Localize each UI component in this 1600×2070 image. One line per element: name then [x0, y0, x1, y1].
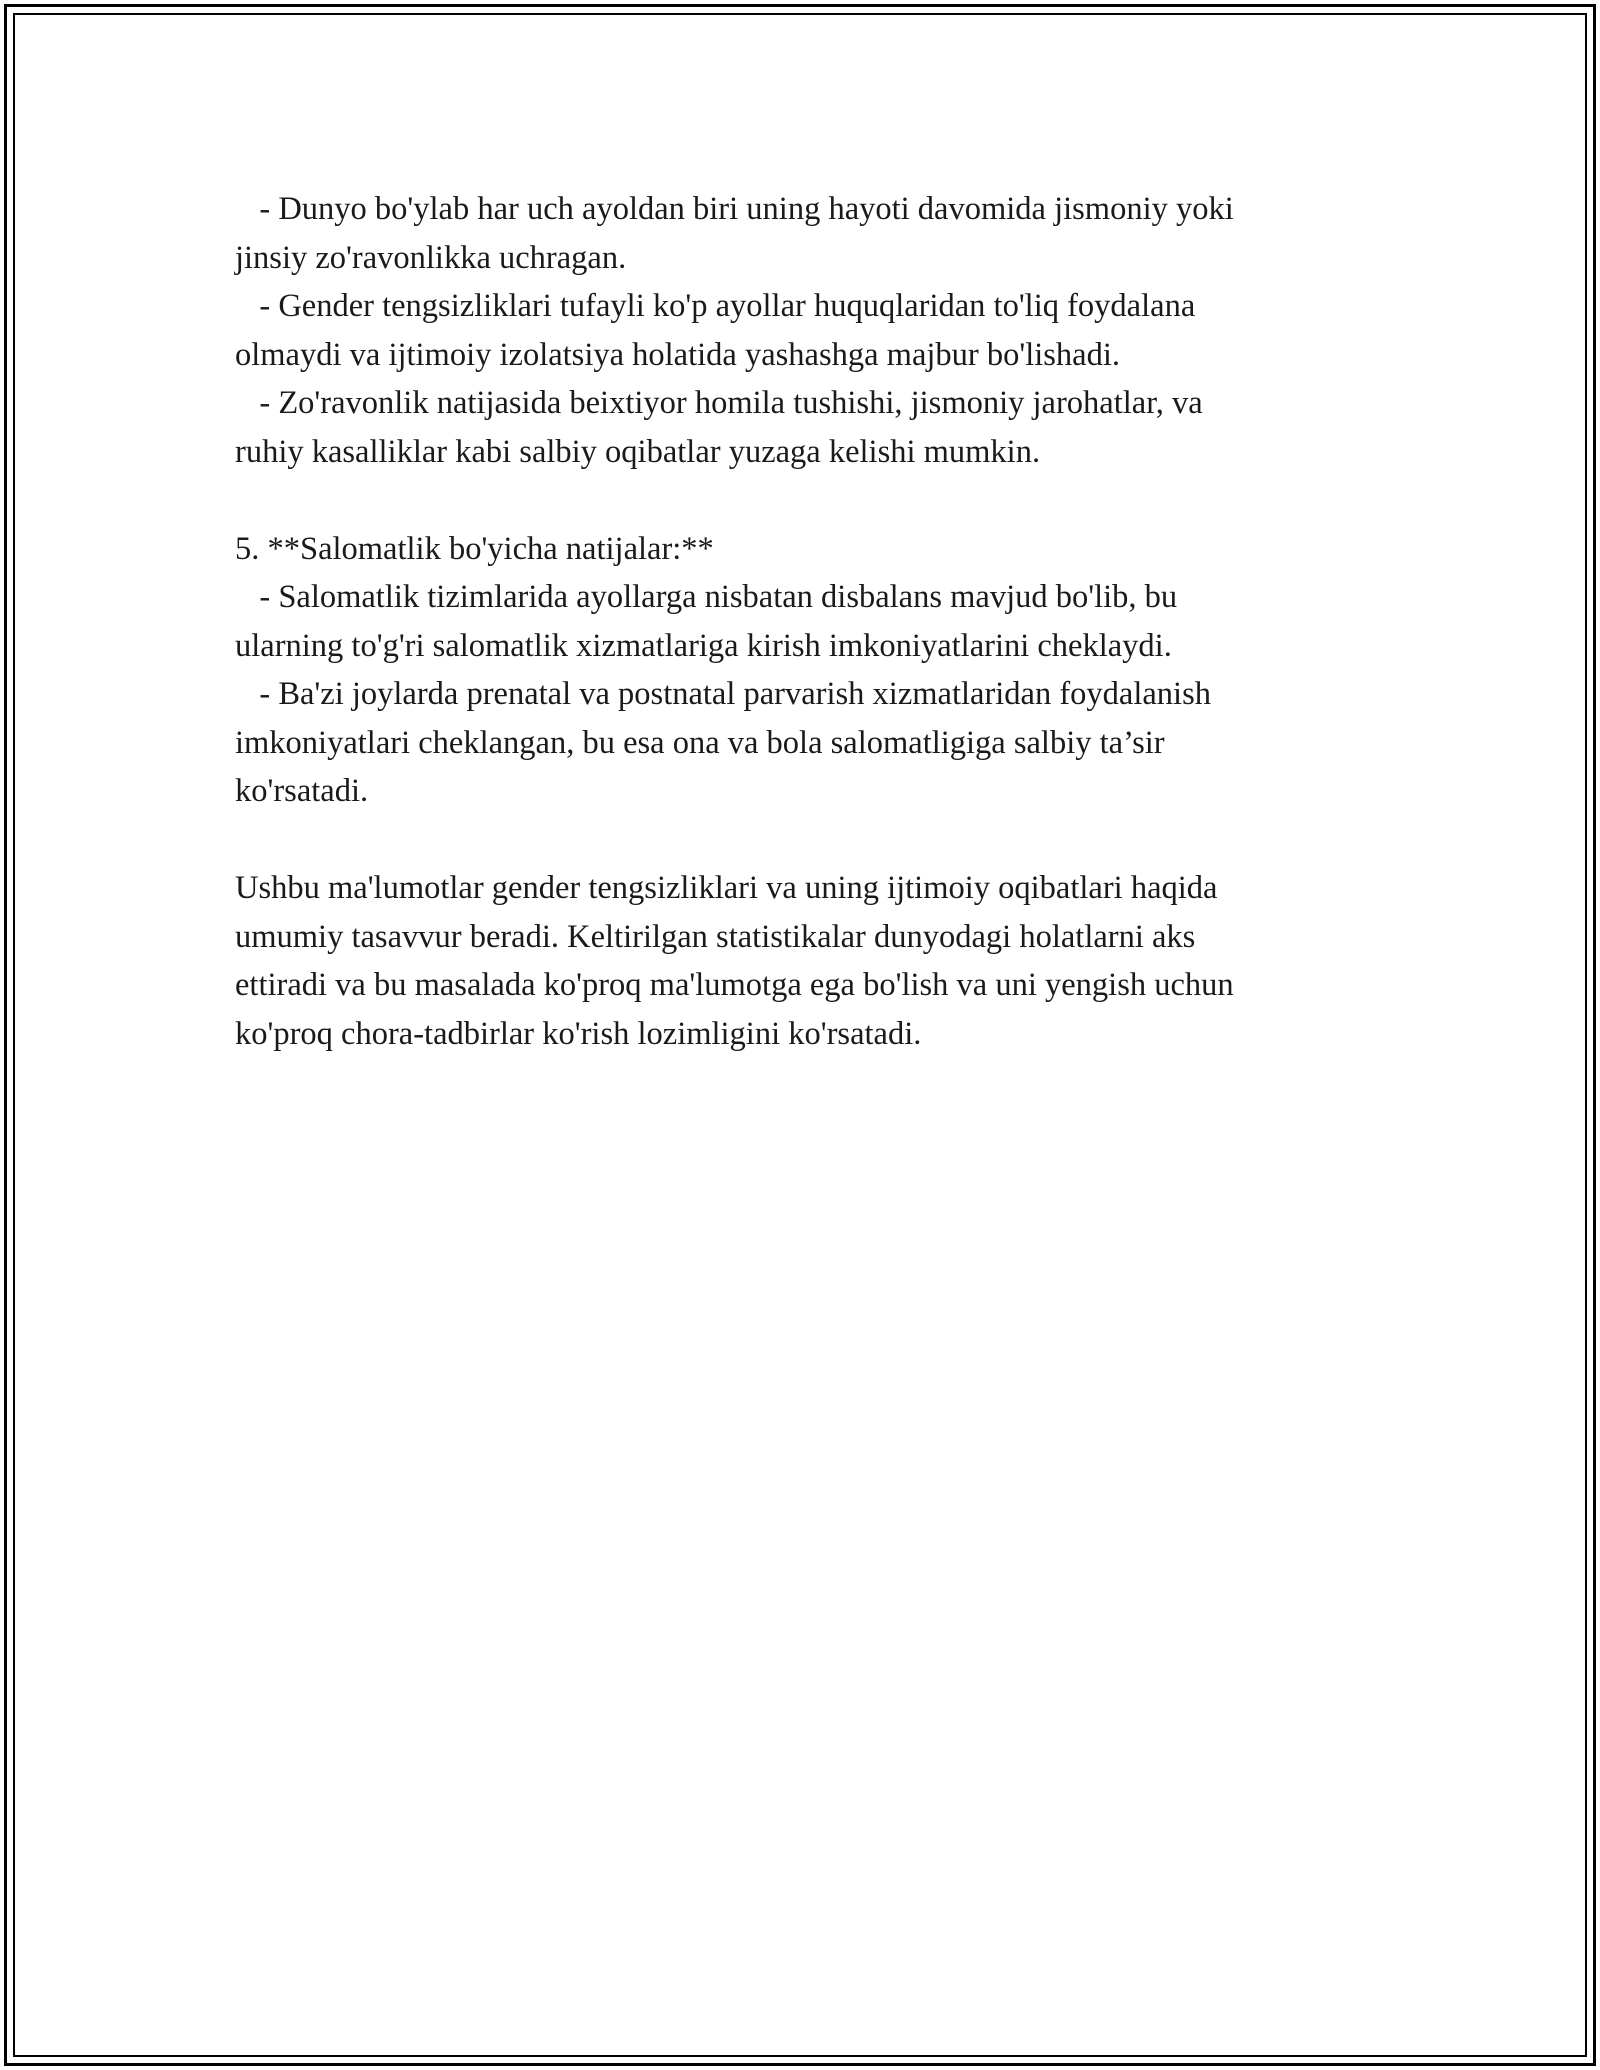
text-line: ko'proq chora-tadbirlar ko'rish lozimligini ko'rsatadi. — [235, 1015, 922, 1052]
section-heading: 5. **Salomatlik bo'yicha natijalar:** — [235, 530, 714, 567]
text-line: - Zo'ravonlik natijasida beixtiyor homila tushishi, jismoniy jarohatlar, va — [235, 385, 1203, 421]
text-line: ruhiy kasalliklar kabi salbiy oqibatlar yuzaga kelishi mumkin. — [235, 433, 1041, 470]
text-line: ko'rsatadi. — [235, 773, 369, 809]
blank-line — [235, 816, 1375, 865]
text-line: ularning to'g'ri salomatlik xizmatlariga kirish imkoniyatlarini cheklaydi. — [235, 627, 1172, 664]
text-line: umumiy tasavvur beradi. Keltirilgan statistikalar dunyodagi holatlarni aks — [235, 918, 1196, 955]
blank-line — [235, 476, 1375, 525]
text-line: olmaydi va ijtimoiy izolatsiya holatida yashashga majbur bo'lishadi. — [235, 336, 1120, 373]
text-line: - Dunyo bo'ylab har uch ayoldan biri uning hayoti davomida jismoniy yoki — [235, 191, 1234, 227]
text-line: - Gender tengsizliklari tufayli ko'p ayollar huquqlaridan to'liq foydalana — [235, 288, 1196, 324]
document-body — [235, 185, 1375, 1058]
text-line: jinsiy zo'ravonlikka uchragan. — [235, 239, 627, 276]
text-line: - Ba'zi joylarda prenatal va postnatal parvarish xizmatlaridan foydalanish — [235, 676, 1211, 712]
text-line: ettiradi va bu masalada ko'proq ma'lumotga ega bo'lish va uni yengish uchun — [235, 967, 1234, 1003]
text-line: - Salomatlik tizimlarida ayollarga nisbatan disbalans mavjud bo'lib, bu — [235, 579, 1178, 615]
text-line: Ushbu ma'lumotlar gender tengsizliklari va uning ijtimoiy oqibatlari haqida — [235, 870, 1218, 906]
text-line: imkoniyatlari cheklangan, bu esa ona va bola salomatligiga salbiy ta’sir — [235, 724, 1165, 761]
